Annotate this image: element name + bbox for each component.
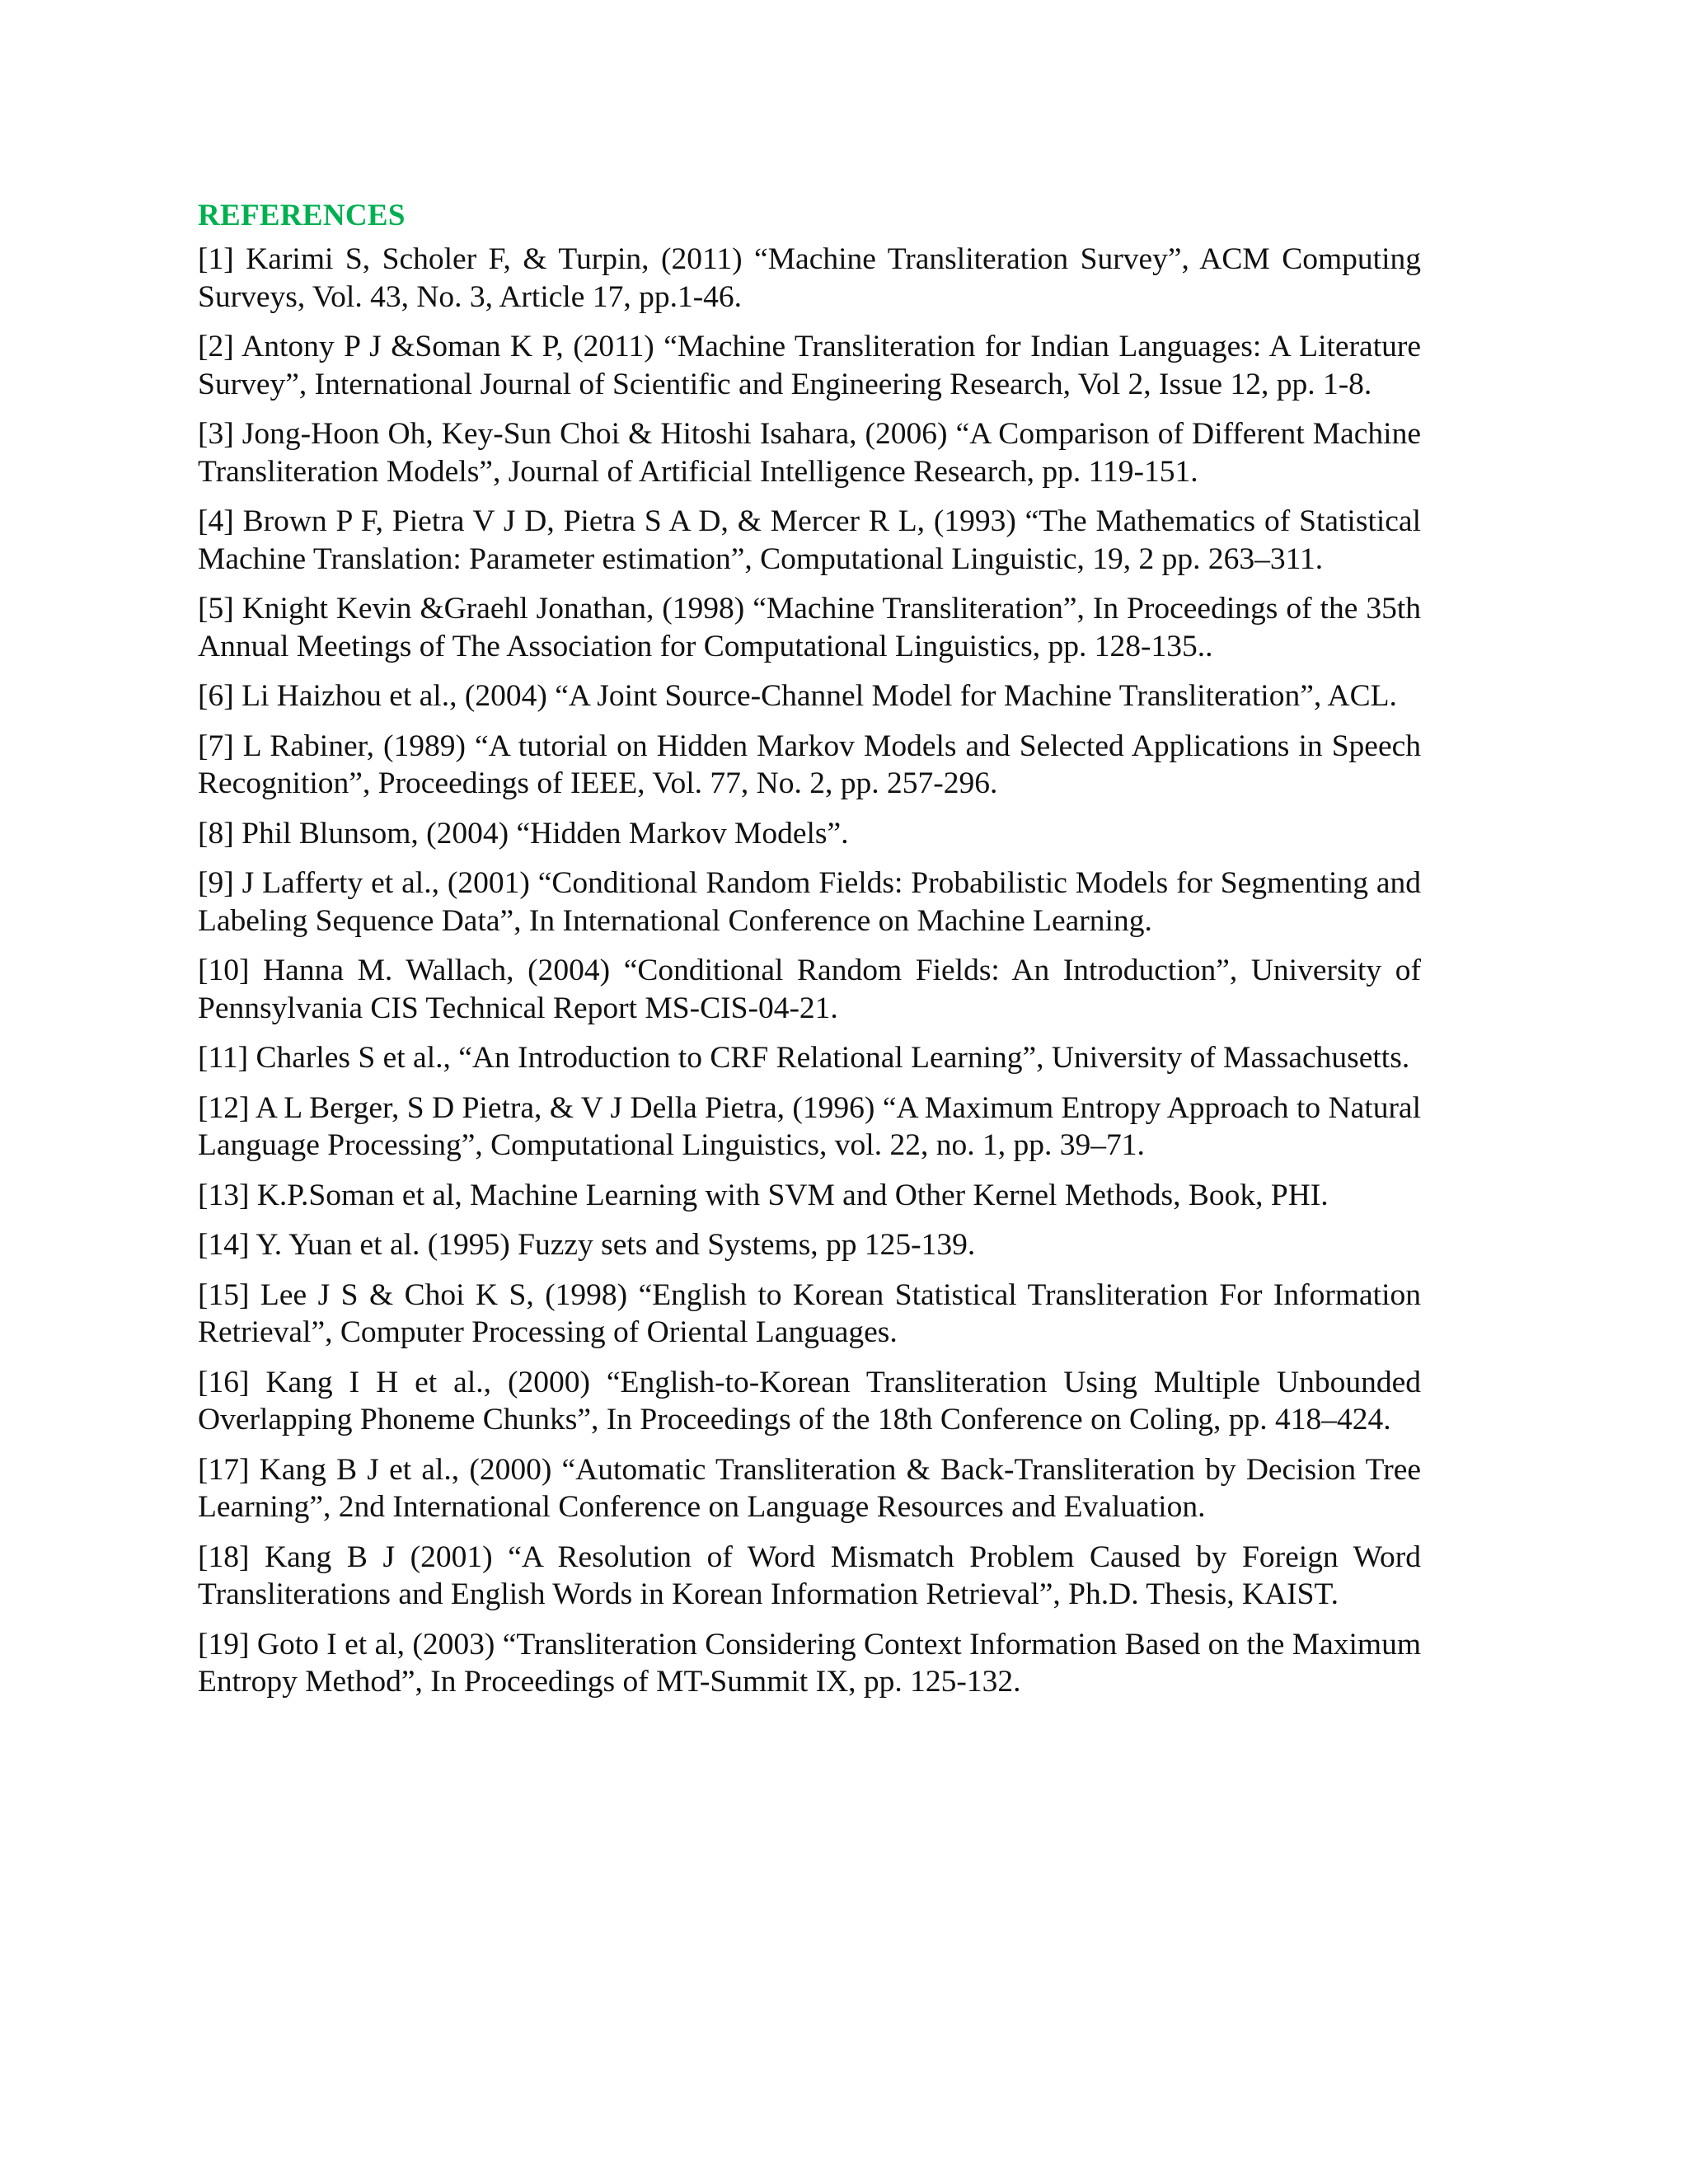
reference-item-5: [5] Knight Kevin &Graehl Jonathan, (1998) “Machine Transliteration”, In Proceedings of the 35th Annual Meetings of The Association for Computational Linguistics, pp. 128-135.. xyxy=(198,592,1421,663)
reference-item-4: [4] Brown P F, Pietra V J D, Pietra S A D, & Mercer R L, (1993) “The Mathematics of Statistical Machine Translation: Parameter estimation”, Computational Linguistic, 19, 2 pp. 263–311. xyxy=(198,504,1421,576)
reference-item-8: [8] Phil Blunsom, (2004) “Hidden Markov Models”. xyxy=(198,816,849,851)
reference-item-3: [3] Jong-Hoon Oh, Key-Sun Choi & Hitoshi Isahara, (2006) “A Comparison of Different Machine Transliteration Models”, Journal of Artificial Intelligence Research, pp. 119-151. xyxy=(198,417,1421,489)
reference-item-1: [1] Karimi S, Scholer F, & Turpin, (2011) “Machine Transliteration Survey”, ACM Computing Surveys, Vol. 43, No. 3, Article 17, pp.1-46. xyxy=(198,242,1421,314)
reference-item-11: [11] Charles S et al., “An Introduction to CRF Relational Learning”, University of Massachusetts. xyxy=(198,1041,1410,1075)
reference-item-14: [14] Y. Yuan et al. (1995) Fuzzy sets and Systems, pp 125-139. xyxy=(198,1228,976,1262)
reference-item-18: [18] Kang B J (2001) “A Resolution of Word Mismatch Problem Caused by Foreign Word Transliterations and English Words in Korean Information Retrieval”, Ph.D. Thesis, KAIST. xyxy=(198,1540,1421,1611)
references-heading: REFERENCES xyxy=(198,199,406,232)
reference-list xyxy=(198,241,1421,1701)
reference-item-9: [9] J Lafferty et al., (2001) “Conditional Random Fields: Probabilistic Models for Segmenting and Labeling Sequence Data”, In International Conference on Machine Learning. xyxy=(198,866,1421,938)
references-page xyxy=(198,198,1421,1713)
reference-item-15: [15] Lee J S & Choi K S, (1998) “English to Korean Statistical Transliteration For Information Retrieval”, Computer Processing of Oriental Languages. xyxy=(198,1277,1421,1349)
reference-item-19: [19] Goto I et al, (2003) “Transliteration Considering Context Information Based on the Maximum Entropy Method”, In Proceedings of MT-Summit IX, pp. 125-132. xyxy=(198,1627,1421,1699)
reference-item-16: [16] Kang I H et al., (2000) “English-to-Korean Transliteration Using Multiple Unbounded Overlapping Phoneme Chunks”, In Proceedings of the 18th Conference on Coling, pp. 418–424. xyxy=(198,1365,1421,1436)
reference-item-10: [10] Hanna M. Wallach, (2004) “Conditional Random Fields: An Introduction”, University of Pennsylvania CIS Technical Report MS-CIS-04-21. xyxy=(198,954,1421,1025)
reference-item-2: [2] Antony P J &Soman K P, (2011) “Machine Transliteration for Indian Languages: A Literature Survey”, International Journal of Scientific and Engineering Research, Vol 2, Issue 12, pp. 1-8. xyxy=(198,330,1421,401)
reference-item-7: [7] L Rabiner, (1989) “A tutorial on Hidden Markov Models and Selected Applications in Speech Recognition”, Proceedings of IEEE, Vol. 77, No. 2, pp. 257-296. xyxy=(198,729,1421,800)
reference-item-17: [17] Kang B J et al., (2000) “Automatic Transliteration & Back-Transliteration by Decision Tree Learning”, 2nd International Conference on Language Resources and Evaluation. xyxy=(198,1452,1421,1524)
reference-item-13: [13] K.P.Soman et al, Machine Learning with SVM and Other Kernel Methods, Book, PHI. xyxy=(198,1178,1329,1212)
reference-item-12: [12] A L Berger, S D Pietra, & V J Della Pietra, (1996) “A Maximum Entropy Approach to Natural Language Processing”, Computational Linguistics, vol. 22, no. 1, pp. 39–71. xyxy=(198,1090,1421,1162)
reference-item-6: [6] Li Haizhou et al., (2004) “A Joint Source-Channel Model for Machine Transliteration”, ACL. xyxy=(198,679,1397,713)
